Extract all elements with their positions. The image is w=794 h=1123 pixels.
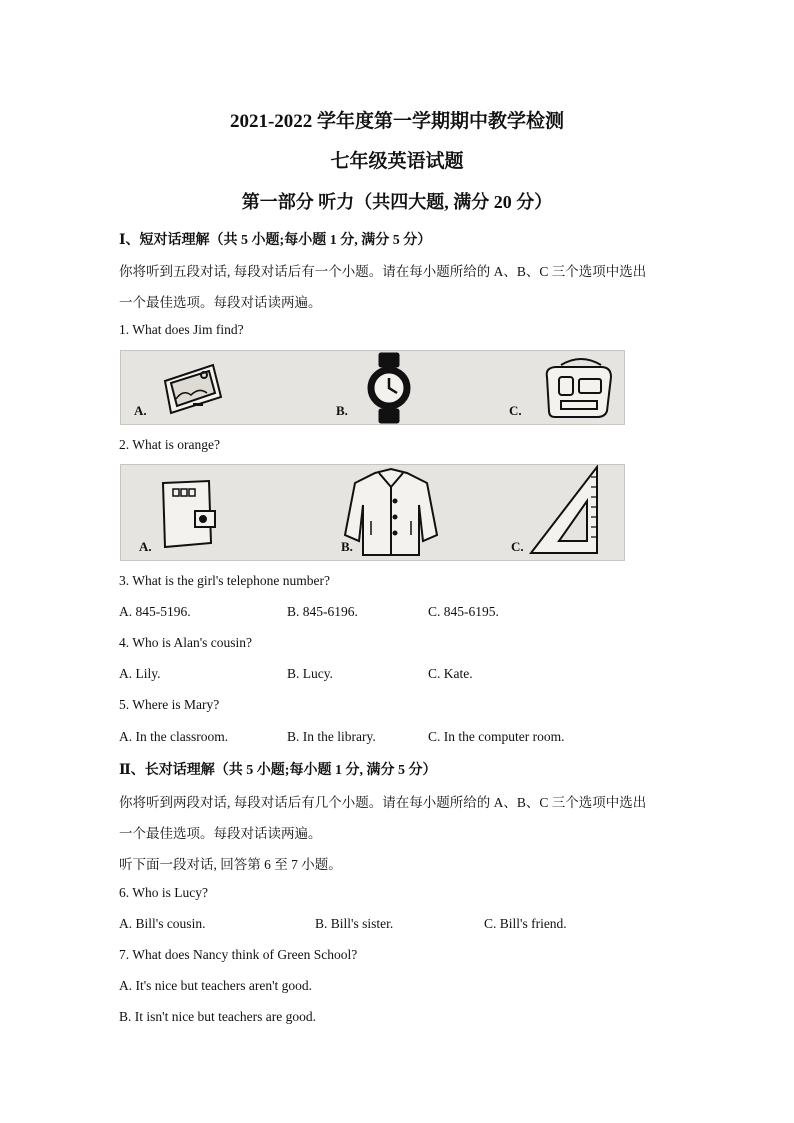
question-7: 7. What does Nancy think of Green School?: [119, 947, 358, 962]
q2-label-b: B.: [341, 539, 353, 554]
section2-instructions-line2: 一个最佳选项。每段对话读两遍。: [119, 826, 322, 841]
part-heading: 第一部分 听力（共四大题, 满分 20 分）: [241, 192, 553, 212]
picture-card-icon: [165, 365, 221, 413]
page-title: 2021-2022 学年度第一学期期中教学检测: [229, 111, 565, 132]
question-6: 6. Who is Lucy?: [119, 885, 208, 900]
q3-option-c: C. 845-6195.: [428, 604, 499, 619]
q3-option-a: A. 845-5196.: [119, 604, 191, 619]
q7-option-a: A. It's nice but teachers aren't good.: [119, 978, 313, 993]
section1-heading: Ⅰ、短对话理解（共 5 小题;每小题 1 分, 满分 5 分）: [119, 233, 432, 248]
q4-option-a: A. Lily.: [119, 666, 161, 681]
q6-option-c: C. Bill's friend.: [484, 916, 567, 931]
section1-instructions-line2: 一个最佳选项。每段对话读两遍。: [119, 295, 322, 310]
q5-option-c: C. In the computer room.: [428, 729, 565, 744]
question-3: 3. What is the girl's telephone number?: [119, 573, 331, 588]
question-1-pictures: [120, 350, 625, 425]
set-square-icon: [531, 467, 597, 553]
question-5: 5. Where is Mary?: [119, 697, 220, 712]
q2-label-c: C.: [511, 539, 524, 554]
section2-heading: Ⅱ、长对话理解（共 5 小题;每小题 1 分, 满分 5 分）: [119, 763, 437, 778]
q4-option-c: C. Kate.: [428, 666, 473, 681]
wallet-icon: [163, 481, 215, 547]
section2-instructions-line1: 你将听到两段对话, 每段对话后有几个小题。请在每小题所给的 A、B、C 三个选项中选出: [119, 795, 647, 810]
q5-option-b: B. In the library.: [287, 729, 376, 744]
watch-icon: [368, 353, 410, 423]
radio-icon: [547, 359, 611, 417]
q6-option-b: B. Bill's sister.: [315, 916, 394, 931]
q7-option-b: B. It isn't nice but teachers are good.: [119, 1009, 316, 1024]
page-subtitle: 七年级英语试题: [330, 151, 464, 172]
q1-label-a: A.: [134, 403, 147, 418]
q4-option-b: B. Lucy.: [287, 666, 333, 681]
question-2: 2. What is orange?: [119, 437, 220, 452]
question-4: 4. Who is Alan's cousin?: [119, 635, 253, 650]
jacket-icon: [345, 469, 437, 555]
q1-label-c: C.: [509, 403, 522, 418]
question-1: 1. What does Jim find?: [119, 322, 244, 337]
section2-instructions-line3: 听下面一段对话, 回答第 6 至 7 小题。: [119, 857, 342, 872]
q5-option-a: A. In the classroom.: [119, 729, 229, 744]
q1-label-b: B.: [336, 403, 348, 418]
q3-option-b: B. 845-6196.: [287, 604, 358, 619]
question-2-pictures: [120, 464, 625, 561]
section1-instructions-line1: 你将听到五段对话, 每段对话后有一个小题。请在每小题所给的 A、B、C 三个选项中选出: [119, 264, 647, 279]
q6-option-a: A. Bill's cousin.: [119, 916, 206, 931]
q2-label-a: A.: [139, 539, 152, 554]
